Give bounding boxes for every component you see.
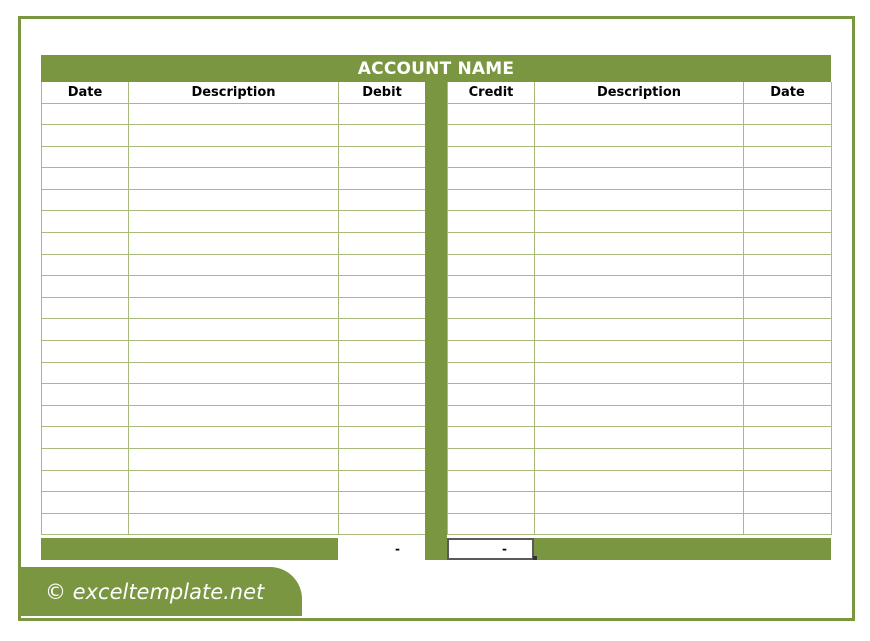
table-row — [448, 492, 832, 514]
table-row — [448, 427, 832, 449]
credit-amount-cell[interactable] — [448, 449, 535, 471]
debit-amount-cell[interactable] — [339, 146, 426, 168]
debit-amount-cell[interactable] — [339, 103, 426, 125]
debit-date-cell[interactable] — [42, 103, 129, 125]
debit-header-row — [42, 82, 426, 103]
credit-amount-cell[interactable] — [448, 341, 535, 363]
credit-side-table — [447, 82, 832, 535]
table-row — [448, 297, 832, 319]
table-row — [42, 492, 426, 514]
table-row — [42, 319, 426, 341]
table-row — [42, 276, 426, 298]
debit-date-cell[interactable] — [42, 513, 129, 535]
credit-date-cell[interactable] — [744, 319, 832, 341]
credit-description-cell[interactable] — [535, 297, 744, 319]
credit-amount-cell[interactable] — [448, 125, 535, 147]
credit-amount-cell[interactable] — [448, 297, 535, 319]
credit-amount-cell[interactable] — [448, 492, 535, 514]
table-row — [42, 341, 426, 363]
table-row — [42, 427, 426, 449]
table-row — [42, 168, 426, 190]
debit-description-cell[interactable] — [129, 254, 339, 276]
credit-description-cell[interactable] — [535, 319, 744, 341]
table-row — [42, 297, 426, 319]
credit-date-cell[interactable] — [744, 276, 832, 298]
credit-amount-cell[interactable] — [448, 211, 535, 233]
debit-amount-cell[interactable] — [339, 405, 426, 427]
credit-amount-cell[interactable] — [448, 319, 535, 341]
table-row — [448, 362, 832, 384]
table-row — [42, 405, 426, 427]
debit-date-cell[interactable] — [42, 405, 129, 427]
credit-description-cell[interactable] — [535, 146, 744, 168]
credit-description-cell[interactable] — [535, 276, 744, 298]
debit-amount-cell[interactable] — [339, 341, 426, 363]
credit-header-row — [448, 82, 832, 103]
table-row — [448, 233, 832, 255]
credit-description-cell[interactable] — [535, 168, 744, 190]
table-row — [42, 125, 426, 147]
credit-total-cell[interactable]: - — [447, 538, 534, 560]
table-row — [448, 254, 832, 276]
table-row — [448, 341, 832, 363]
credit-date-cell[interactable] — [744, 146, 832, 168]
credit-description-cell[interactable] — [535, 405, 744, 427]
credit-amount-cell[interactable] — [448, 427, 535, 449]
debit-description-cell[interactable] — [129, 125, 339, 147]
debit-description-cell[interactable] — [129, 513, 339, 535]
debit-date-cell[interactable] — [42, 362, 129, 384]
debit-description-cell[interactable] — [129, 427, 339, 449]
debit-description-cell[interactable] — [129, 405, 339, 427]
credit-date-cell[interactable] — [744, 405, 832, 427]
credit-description-cell[interactable] — [535, 211, 744, 233]
credit-description-cell[interactable] — [535, 470, 744, 492]
debit-amount-cell[interactable] — [339, 189, 426, 211]
table-row — [42, 362, 426, 384]
credit-date-cell[interactable] — [744, 470, 832, 492]
table-row — [42, 470, 426, 492]
debit-amount-cell[interactable] — [339, 233, 426, 255]
credit-description-cell[interactable] — [535, 427, 744, 449]
credit-description-cell[interactable] — [535, 125, 744, 147]
table-row — [42, 211, 426, 233]
credit-date-cell[interactable] — [744, 513, 832, 535]
debit-date-cell[interactable] — [42, 276, 129, 298]
debit-amount-cell[interactable] — [339, 513, 426, 535]
table-row — [448, 405, 832, 427]
credit-amount-header: Credit — [448, 82, 535, 103]
credit-date-cell[interactable] — [744, 125, 832, 147]
debit-date-cell[interactable] — [42, 125, 129, 147]
debit-description-cell[interactable] — [129, 449, 339, 471]
debit-description-cell[interactable] — [129, 103, 339, 125]
debit-amount-cell[interactable] — [339, 254, 426, 276]
credit-description-cell[interactable] — [535, 449, 744, 471]
credit-description-header: Description — [535, 82, 744, 103]
debit-description-cell[interactable] — [129, 168, 339, 190]
debit-amount-header: Debit — [339, 82, 426, 103]
debit-amount-cell[interactable] — [339, 427, 426, 449]
credit-description-cell[interactable] — [535, 233, 744, 255]
debit-amount-cell[interactable] — [339, 125, 426, 147]
credit-amount-cell[interactable] — [448, 470, 535, 492]
credit-amount-cell[interactable] — [448, 233, 535, 255]
credit-amount-cell[interactable] — [448, 362, 535, 384]
fill-handle[interactable] — [533, 556, 537, 560]
debit-amount-cell[interactable] — [339, 384, 426, 406]
center-divider — [425, 82, 447, 560]
debit-date-cell[interactable] — [42, 168, 129, 190]
credit-amount-cell[interactable] — [448, 254, 535, 276]
credit-date-cell[interactable] — [744, 492, 832, 514]
credit-description-cell[interactable] — [535, 513, 744, 535]
credit-date-cell[interactable] — [744, 384, 832, 406]
debit-date-cell[interactable] — [42, 233, 129, 255]
credit-description-cell[interactable] — [535, 362, 744, 384]
credit-date-cell[interactable] — [744, 449, 832, 471]
debit-date-cell[interactable] — [42, 449, 129, 471]
debit-description-cell[interactable] — [129, 276, 339, 298]
table-row — [448, 189, 832, 211]
debit-date-cell[interactable] — [42, 492, 129, 514]
debit-amount-cell[interactable] — [339, 362, 426, 384]
credit-description-cell[interactable] — [535, 189, 744, 211]
account-name-title[interactable]: ACCOUNT NAME — [41, 55, 831, 82]
debit-date-cell[interactable] — [42, 427, 129, 449]
totals-bar — [41, 538, 831, 560]
debit-amount-cell[interactable] — [339, 211, 426, 233]
credit-date-cell[interactable] — [744, 211, 832, 233]
table-row — [448, 319, 832, 341]
debit-description-cell[interactable] — [129, 341, 339, 363]
credit-description-cell[interactable] — [535, 254, 744, 276]
credit-date-cell[interactable] — [744, 168, 832, 190]
debit-amount-cell[interactable] — [339, 492, 426, 514]
table-row — [448, 276, 832, 298]
table-row — [42, 146, 426, 168]
debit-amount-cell[interactable] — [339, 276, 426, 298]
credit-date-cell[interactable] — [744, 427, 832, 449]
debit-amount-cell[interactable] — [339, 319, 426, 341]
table-row — [42, 513, 426, 535]
credit-description-cell[interactable] — [535, 492, 744, 514]
credit-date-cell[interactable] — [744, 103, 832, 125]
debit-date-cell[interactable] — [42, 470, 129, 492]
credit-date-cell[interactable] — [744, 362, 832, 384]
table-row — [42, 254, 426, 276]
debit-date-cell[interactable] — [42, 319, 129, 341]
credit-date-cell[interactable] — [744, 254, 832, 276]
credit-description-cell[interactable] — [535, 103, 744, 125]
debit-amount-cell[interactable] — [339, 168, 426, 190]
credit-amount-cell[interactable] — [448, 146, 535, 168]
debit-amount-cell[interactable] — [339, 470, 426, 492]
debit-date-cell[interactable] — [42, 297, 129, 319]
debit-date-cell[interactable] — [42, 384, 129, 406]
table-row — [448, 146, 832, 168]
debit-description-cell[interactable] — [129, 233, 339, 255]
credit-amount-cell[interactable] — [448, 384, 535, 406]
debit-date-cell[interactable] — [42, 189, 129, 211]
credit-description-cell[interactable] — [535, 384, 744, 406]
debit-date-cell[interactable] — [42, 254, 129, 276]
table-row — [448, 125, 832, 147]
credit-amount-cell[interactable] — [448, 103, 535, 125]
table-row — [42, 233, 426, 255]
credit-amount-cell[interactable] — [448, 405, 535, 427]
table-row — [448, 103, 832, 125]
table-row — [42, 384, 426, 406]
debit-amount-cell[interactable] — [339, 449, 426, 471]
table-row — [448, 470, 832, 492]
debit-description-cell[interactable] — [129, 384, 339, 406]
table-row — [448, 449, 832, 471]
credit-amount-cell[interactable] — [448, 513, 535, 535]
debit-side-table — [41, 82, 426, 535]
debit-description-cell[interactable] — [129, 492, 339, 514]
credit-amount-cell[interactable] — [448, 276, 535, 298]
table-row — [42, 103, 426, 125]
debit-description-cell[interactable] — [129, 297, 339, 319]
table-row — [42, 449, 426, 471]
credit-date-header: Date — [744, 82, 832, 103]
credit-amount-cell[interactable] — [448, 189, 535, 211]
table-row — [448, 384, 832, 406]
credit-date-cell[interactable] — [744, 233, 832, 255]
debit-date-cell[interactable] — [42, 146, 129, 168]
debit-date-cell[interactable] — [42, 211, 129, 233]
table-row — [448, 211, 832, 233]
debit-amount-cell[interactable] — [339, 297, 426, 319]
credit-date-cell[interactable] — [744, 189, 832, 211]
table-row — [448, 513, 832, 535]
debit-description-cell[interactable] — [129, 146, 339, 168]
debit-description-cell[interactable] — [129, 211, 339, 233]
brand-banner: © exceltemplate.net — [19, 567, 302, 616]
credit-description-cell[interactable] — [535, 341, 744, 363]
debit-date-header: Date — [42, 82, 129, 103]
debit-date-cell[interactable] — [42, 341, 129, 363]
debit-description-cell[interactable] — [129, 362, 339, 384]
t-account-ledger — [41, 55, 831, 560]
credit-date-cell[interactable] — [744, 341, 832, 363]
debit-description-cell[interactable] — [129, 319, 339, 341]
debit-description-cell[interactable] — [129, 189, 339, 211]
credit-date-cell[interactable] — [744, 297, 832, 319]
debit-description-cell[interactable] — [129, 470, 339, 492]
credit-amount-cell[interactable] — [448, 168, 535, 190]
table-row — [42, 189, 426, 211]
debit-description-header: Description — [129, 82, 339, 103]
table-row — [448, 168, 832, 190]
debit-total-cell[interactable]: - — [338, 538, 425, 560]
